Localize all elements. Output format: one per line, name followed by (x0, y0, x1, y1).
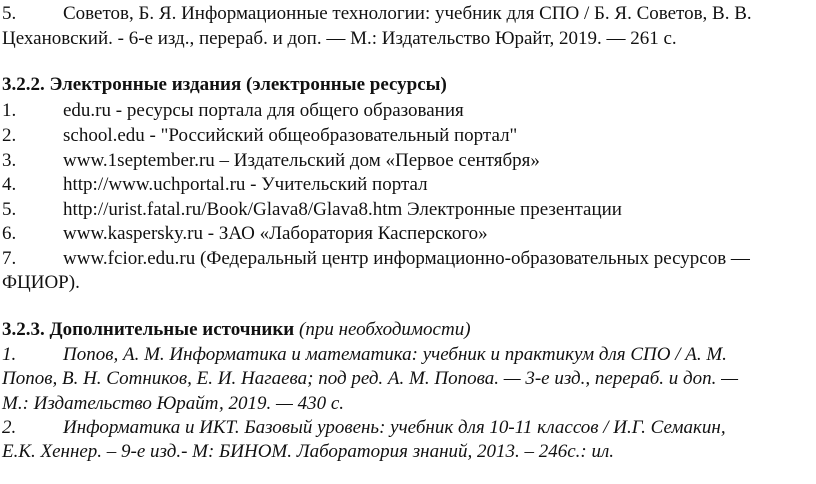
additional-item-1-line1 (2, 343, 727, 366)
electronic-item-text: school.edu - "Российский общеобразовательный портал" (63, 125, 518, 146)
electronic-item-number: 5. (2, 199, 17, 220)
electronic-item-text: http://urist.fatal.ru/Book/Glava8/Glava8.htm Электронные презентации (63, 199, 622, 220)
electronic-item-text: www.1september.ru – Издательский дом «Первое сентября» (63, 150, 540, 171)
electronic-item-3 (2, 149, 540, 172)
electronic-item-7-continuation: ФЦИОР). (2, 272, 80, 293)
electronic-item-text: edu.ru - ресурсы портала для общего образования (63, 100, 464, 121)
electronic-item-text: www.kaspersky.ru - ЗАО «Лаборатория Касперского» (63, 223, 488, 244)
electronic-item-1 (2, 99, 464, 122)
electronic-item-6 (2, 222, 488, 245)
electronic-item-4 (2, 173, 428, 196)
additional-item-text: Информатика и ИКТ. Базовый уровень: учебник для 10-11 классов / И.Г. Семакин, (63, 417, 726, 438)
additional-item-text: Попов, А. М. Информатика и математика: учебник и практикум для СПО / А. М. (63, 344, 727, 365)
additional-item-number: 2. (2, 417, 17, 438)
additional-item-2-line1 (2, 416, 726, 439)
additional-item-number: 1. (2, 344, 17, 365)
electronic-item-7 (2, 247, 750, 270)
electronic-item-5 (2, 198, 622, 221)
electronic-item-number: 3. (2, 150, 17, 171)
electronic-item-2 (2, 124, 517, 147)
electronic-item-number: 7. (2, 248, 17, 269)
electronic-heading: 3.2.2. Электронные издания (электронные ресурсы) (2, 74, 447, 95)
additional-heading-note: (при необходимости) (299, 319, 471, 340)
electronic-item-number: 2. (2, 125, 17, 146)
electronic-item-number: 1. (2, 100, 17, 121)
electronic-item-text: http://www.uchportal.ru - Учительский портал (63, 174, 428, 195)
electronic-item-number: 6. (2, 223, 17, 244)
additional-item-2-line2: Е.К. Хеннер. – 9-е изд.- М: БИНОМ. Лаборатория знаний, 2013. – 246с.: ил. (2, 441, 615, 462)
main-lit-item-5-line1 (2, 2, 752, 25)
additional-heading (2, 318, 471, 341)
main-lit-item-5-text: Советов, Б. Я. Информационные технологии: учебник для СПО / Б. Я. Советов, В. В. (63, 3, 752, 24)
additional-item-1-line2: Попов, В. Н. Сотников, Е. И. Нагаева; под ред. А. М. Попова. — 3-е изд., перераб. и доп. — (2, 368, 739, 389)
electronic-item-number: 4. (2, 174, 17, 195)
electronic-item-text: www.fcior.edu.ru (Федеральный центр информационно-образовательных ресурсов — (63, 248, 750, 269)
additional-item-1-line3: М.: Издательство Юрайт, 2019. — 430 с. (2, 393, 345, 414)
additional-heading-title: 3.2.3. Дополнительные источники (2, 319, 295, 340)
main-lit-item-5-line2: Цехановский. - 6-е изд., перераб. и доп. — М.: Издательство Юрайт, 2019. — 261 с. (2, 28, 677, 49)
main-lit-item-5-number: 5. (2, 3, 17, 24)
